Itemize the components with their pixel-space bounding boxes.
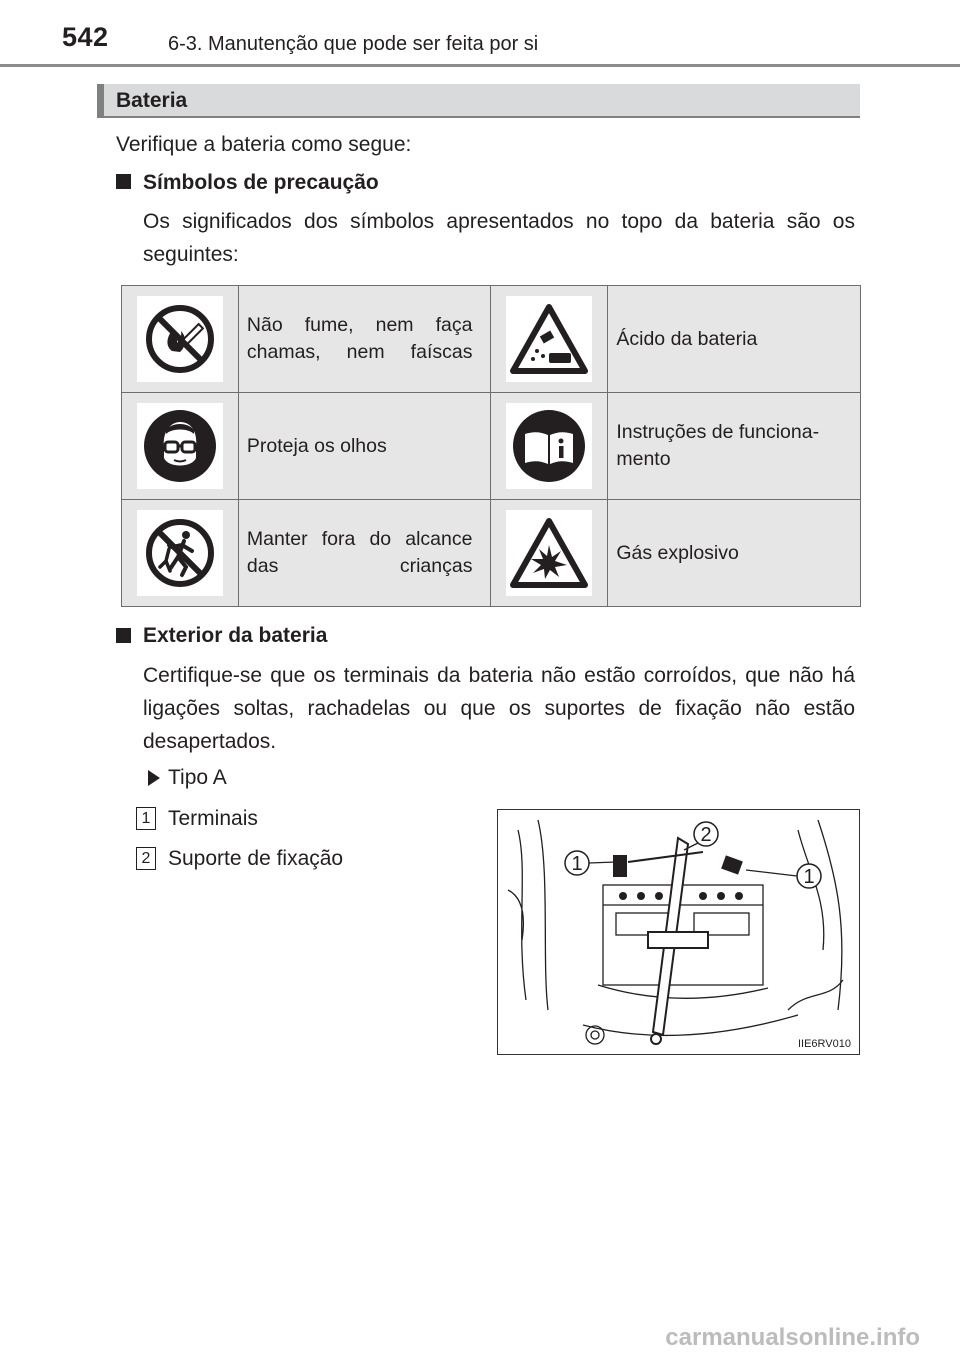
keep-away-children-icon [137, 510, 223, 596]
table-row [122, 500, 861, 607]
intro-text: Verifique a bateria como segue: [116, 133, 412, 156]
item-number-box: 2 [136, 847, 156, 870]
header-rule [0, 64, 960, 67]
type-label: Tipo A [168, 766, 227, 789]
symbol-label: Não fume, nem faça chamas, nem faíscas [238, 286, 491, 393]
operating-instructions-icon [506, 403, 592, 489]
section-title: Bateria [116, 89, 188, 112]
figure-callout: 1 [803, 866, 815, 888]
precaution-text: Os significados dos símbolos apresentados no topo da bateria são os seguintes: [143, 210, 855, 266]
exterior-heading: Exterior da bateria [143, 624, 328, 647]
page-number: 542 [62, 22, 109, 52]
symbol-label: Proteja os olhos [238, 393, 491, 500]
square-bullet-icon [116, 174, 131, 189]
symbol-label: Gás explosivo [608, 500, 861, 607]
figure-callout: 1 [571, 853, 583, 875]
figure-callout: 2 [700, 824, 712, 846]
section-bar [97, 84, 860, 118]
symbol-label: Ácido da bateria [608, 286, 861, 393]
symbol-label: Instruções de funciona-mento [608, 393, 861, 500]
table-row [122, 286, 861, 393]
triangle-bullet-icon [148, 770, 160, 786]
battery-illustration [497, 809, 860, 1055]
battery-drawing [498, 810, 859, 1054]
table-row [122, 393, 861, 500]
section-header-title: 6-3. Manutenção que pode ser feita por si [168, 33, 539, 55]
eye-protection-icon [137, 403, 223, 489]
exterior-text: Certifique-se que os terminais da bateria não estão corroídos, que não há ligações soltas, rachadelas ou que os suportes de fixação não estão desapertados. [143, 664, 855, 753]
symbol-label: Manter fora do alcance das crianças [238, 500, 491, 607]
explosive-gas-icon [506, 510, 592, 596]
item-label: Suporte de fixação [168, 847, 344, 870]
symbols-table [121, 285, 861, 607]
item-number-box: 1 [136, 807, 156, 830]
figure-code: IIE6RV010 [797, 1038, 851, 1050]
battery-acid-icon [506, 296, 592, 382]
item-label: Terminais [168, 807, 258, 830]
precaution-heading: Símbolos de precaução [143, 171, 379, 194]
square-bullet-icon [116, 628, 131, 643]
watermark: carmanualsonline.info [665, 1324, 920, 1351]
no-smoking-flame-icon [137, 296, 223, 382]
